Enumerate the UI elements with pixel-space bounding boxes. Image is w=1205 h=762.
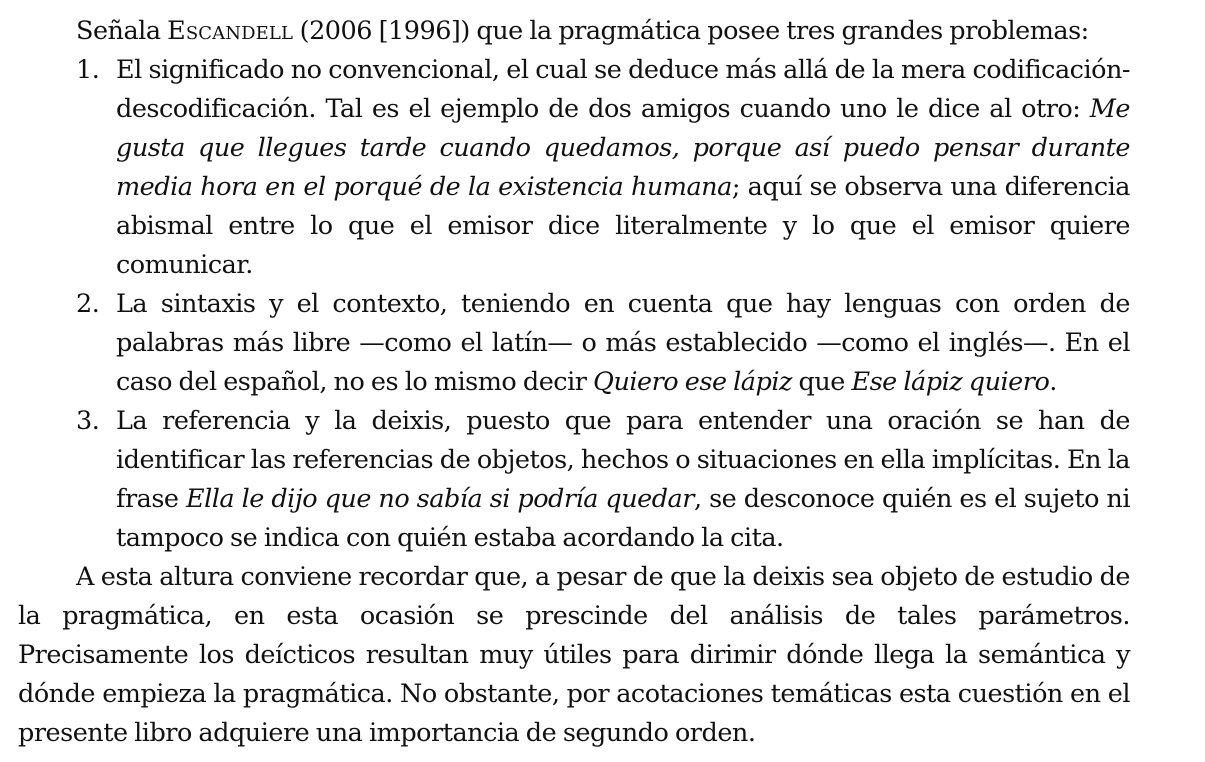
item-number: 2. [76, 289, 100, 319]
closing-paragraph: A esta altura conviene recordar que, a pesar de que la deixis sea objeto de estudio de la pragmática, en esta ocasión se prescinde del análisis de tales parámetros. Precisamente los deícticos resultan muy útiles para dirimir dónde llega la semántica y dónde empieza la pragmática. No obstante, por acotaciones temáticas esta cuestión en el presente libro adquiere una importancia de segundo orden. [18, 562, 1130, 748]
item-text: La referencia y la deixis, puesto que para entender una oración se han de identificar las referencias de objetos, hechos o situaciones en ella implícitas. En la frase [116, 406, 1130, 514]
list-item [18, 402, 1130, 558]
item-text: La sintaxis y el contexto, teniendo en cuenta que hay lenguas con orden de palabras más libre —como el latín— o más establecido —como el inglés—. En el caso del español, no es lo mismo decir [116, 289, 1130, 397]
intro-after: (2006 [1996]) que la pragmática posee tres grandes problemas: [293, 16, 1089, 46]
intro-paragraph [18, 12, 1130, 51]
author-name: Escandell [167, 16, 294, 46]
item-number: 3. [76, 406, 100, 436]
list-item [18, 51, 1130, 285]
document-page [18, 12, 1130, 753]
example-quote: Ella le dijo que no sabía si podría quedar [186, 484, 694, 514]
item-text-tail: , se desconoce quién es el sujeto ni tampoco se indica con quién estaba acordando la cita. [116, 484, 1130, 553]
example-quote: Me gusta que llegues tarde cuando quedamos, porque así puedo pensar durante media hora en el porqué de la existencia humana [116, 94, 1130, 202]
list-item [18, 285, 1130, 402]
example-quote: Quiero ese lápiz [593, 367, 792, 397]
example-quote: Ese lápiz quiero [851, 367, 1050, 397]
item-text-tail: . [1049, 367, 1057, 397]
intro-before: Señala [76, 16, 168, 46]
item-text: El significado no convencional, el cual se deduce más allá de la mera codificación-descodificación. Tal es el ejemplo de dos amigos cuando uno le dice al otro: [116, 55, 1130, 124]
item-number: 1. [76, 55, 100, 85]
item-text-tail: ; aquí se observa una diferencia abismal entre lo que el emisor dice literalmente y lo que el emisor quiere comunicar. [116, 172, 1130, 280]
item-text-middle: que [791, 367, 852, 397]
problems-list [18, 51, 1130, 558]
